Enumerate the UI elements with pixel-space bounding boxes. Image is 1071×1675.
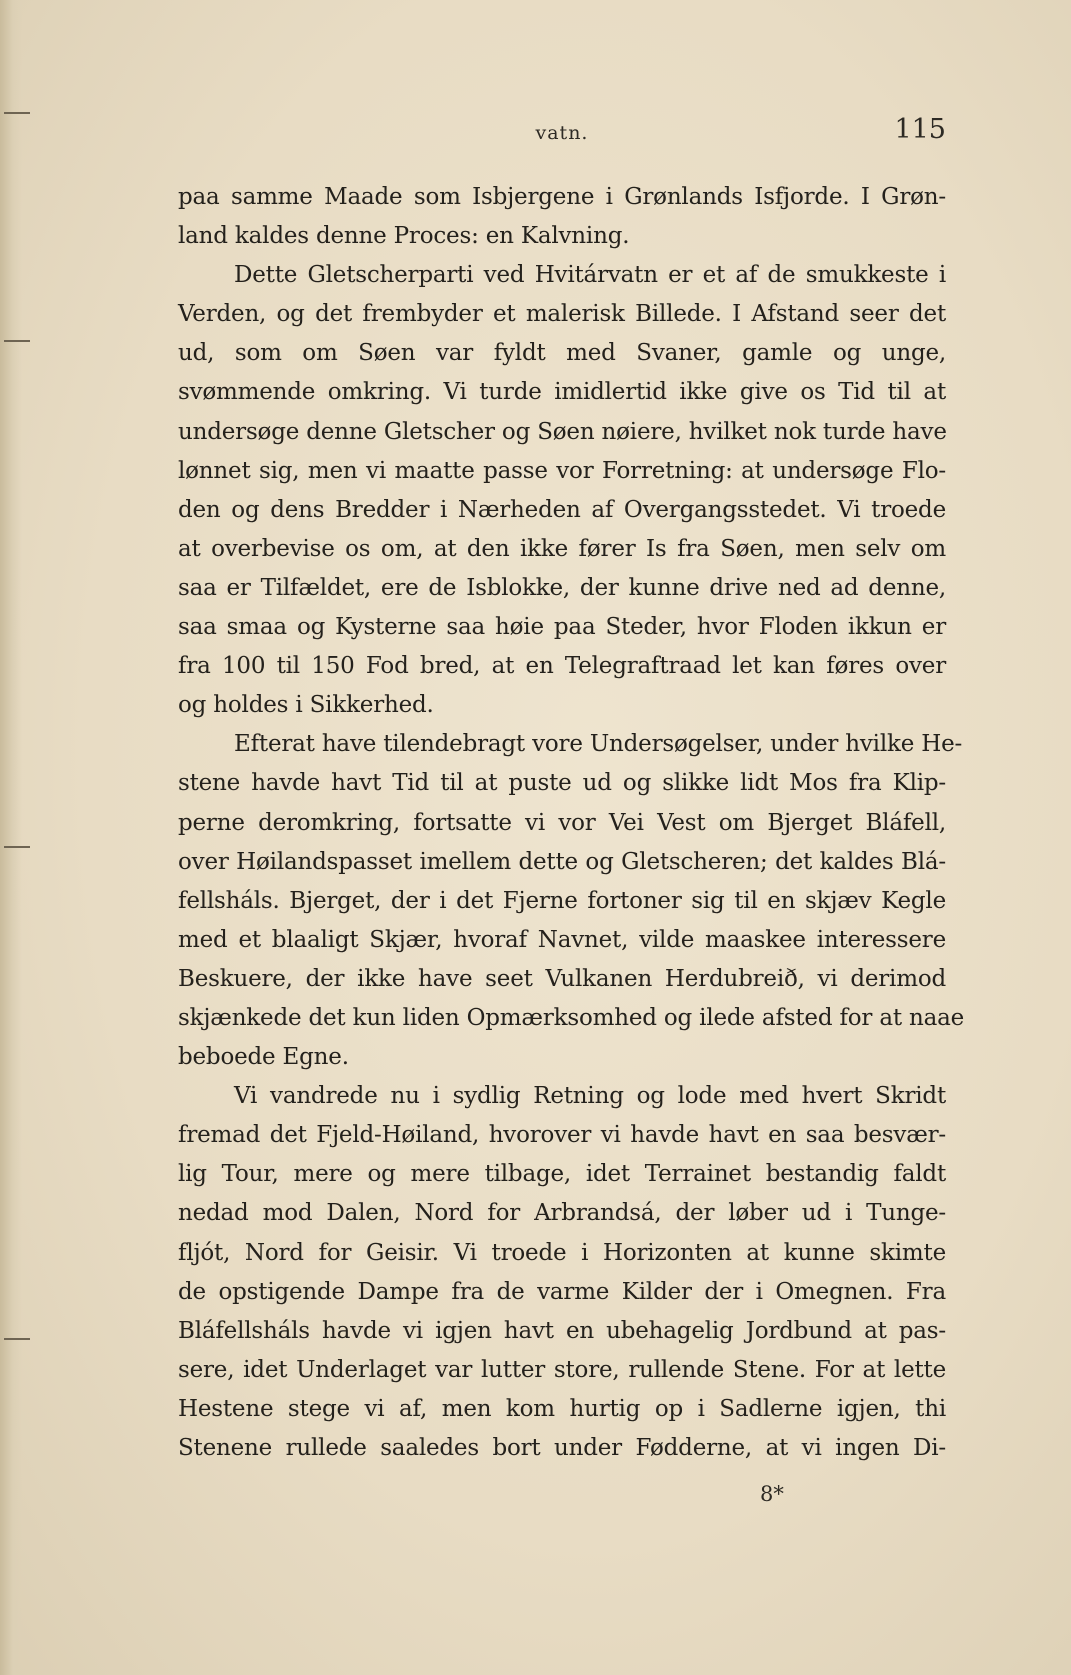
text-line: fellsháls. Bjerget, der i det Fjerne fortoner sig til en skjæv Kegle	[178, 887, 946, 914]
text-line: sere, idet Underlaget var lutter store, rullende Stene. For at lette	[178, 1356, 946, 1383]
running-head: vatn.	[535, 122, 589, 144]
text-line: paa samme Maade som Isbjergene i Grønlands Isfjorde. I Grøn-	[178, 184, 946, 210]
text-line: saa er Tilfældet, ere de Isblokke, der kunne drive ned ad denne,	[178, 574, 946, 601]
text-line: med et blaaligt Skjær, hvoraf Navnet, vilde maaskee interessere	[178, 926, 946, 953]
text-line: Vi vandrede nu i sydlig Retning og lode med hvert Skridt	[234, 1083, 946, 1110]
text-line: Verden, og det frembyder et malerisk Billede. I Afstand seer det	[178, 301, 946, 328]
text-line: fremad det Fjeld-Høiland, hvorover vi havde havt en saa besvær-	[178, 1122, 946, 1149]
text-line: stene havde havt Tid til at puste ud og slikke lidt Mos fra Klip-	[178, 770, 946, 797]
text-line: fljót, Nord for Geisir. Vi troede i Horizonten at kunne skimte	[178, 1239, 946, 1266]
signature-mark: 8*	[760, 1482, 784, 1506]
text-line: beboede Egne.	[178, 1044, 349, 1071]
text-line: perne deromkring, fortsatte vi vor Vei Vest om Bjerget Bláfell,	[178, 809, 946, 836]
text-line: de opstigende Dampe fra de varme Kilder der i Omegnen. Fra	[178, 1278, 946, 1305]
text-line: undersøge denne Gletscher og Søen nøiere, hvilket nok turde have	[178, 418, 947, 445]
text-line: land kaldes denne Proces: en Kalvning.	[178, 223, 630, 250]
text-line: Efterat have tilendebragt vore Undersøgelser, under hvilke He-	[234, 731, 963, 758]
text-line: lig Tour, mere og mere tilbage, idet Terrainet bestandig faldt	[178, 1161, 946, 1188]
page-header	[178, 112, 946, 152]
page-number: 115	[894, 114, 946, 145]
binding-mark	[4, 340, 30, 342]
text-line: og holdes i Sikkerhed.	[178, 692, 434, 719]
text-line: skjænkede det kun liden Opmærksomhed og ilede afsted for at naae	[178, 1004, 965, 1031]
text-line: nedad mod Dalen, Nord for Arbrandsá, der løber ud i Tunge-	[178, 1200, 946, 1227]
binding-mark	[4, 846, 30, 848]
binding-mark	[4, 112, 30, 114]
body-text	[178, 178, 965, 1468]
page-binding-edge	[0, 0, 22, 1675]
text-line: lønnet sig, men vi maatte passe vor Forretning: at undersøge Flo-	[178, 457, 946, 484]
text-line: Beskuere, der ikke have seet Vulkanen Herdubreið, vi derimod	[178, 965, 946, 992]
text-line: Stenene rullede saaledes bort under Fødderne, at vi ingen Di-	[178, 1435, 946, 1461]
text-line: den og dens Bredder i Nærheden af Overgangsstedet. Vi troede	[178, 496, 946, 523]
text-line: fra 100 til 150 Fod bred, at en Telegraftraad let kan føres over	[178, 653, 946, 680]
text-line: at overbevise os om, at den ikke fører Is fra Søen, men selv om	[178, 535, 946, 562]
text-line: svømmende omkring. Vi turde imidlertid ikke give os Tid til at	[178, 379, 946, 406]
text-line: Hestene stege vi af, men kom hurtig op i Sadlerne igjen, thi	[178, 1395, 946, 1422]
text-line: Dette Gletscherparti ved Hvitárvatn er et af de smukkeste i	[234, 262, 946, 289]
text-line: over Høilandspasset imellem dette og Gletscheren; det kaldes Blá-	[178, 848, 946, 875]
binding-mark	[4, 1338, 30, 1340]
text-line: ud, som om Søen var fyldt med Svaner, gamle og unge,	[178, 340, 946, 367]
text-line: Bláfellsháls havde vi igjen havt en ubehagelig Jordbund at pas-	[178, 1317, 946, 1344]
text-line: saa smaa og Kysterne saa høie paa Steder, hvor Floden ikkun er	[178, 614, 946, 641]
